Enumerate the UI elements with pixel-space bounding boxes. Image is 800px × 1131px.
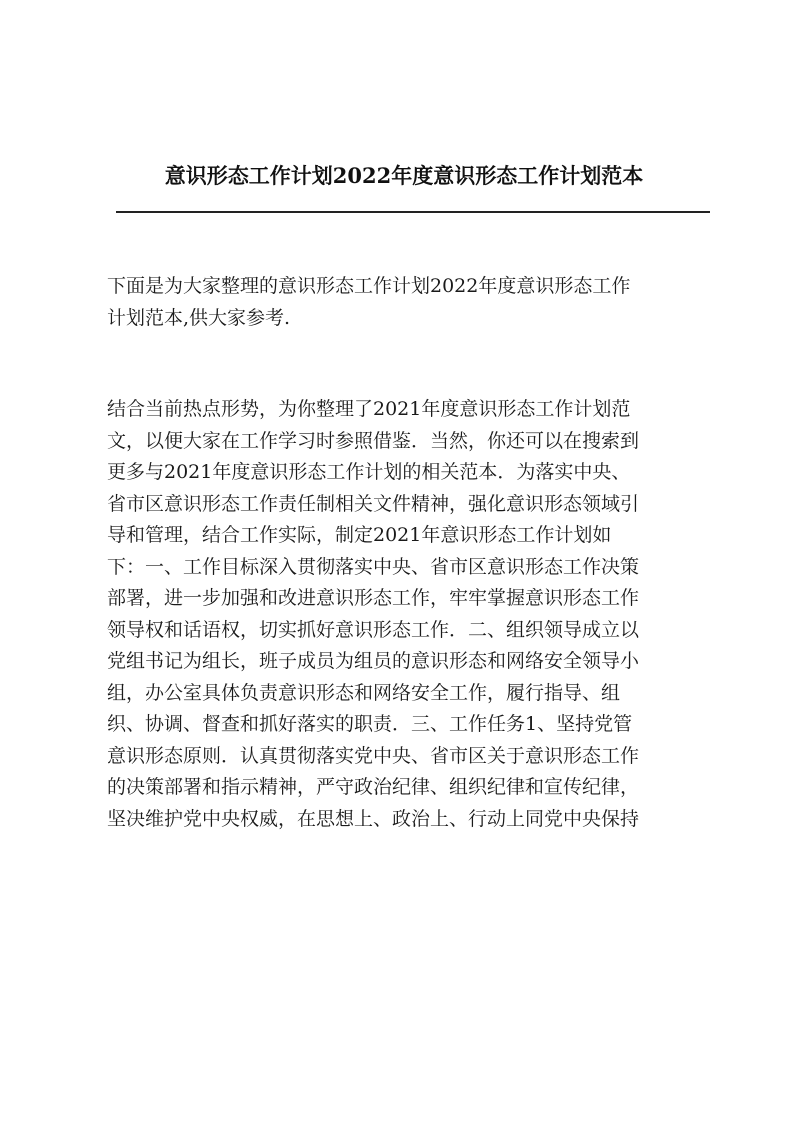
body-line: 文，以便大家在工作学习时参照借鉴．当然，你还可以在搜索到 <box>107 429 640 452</box>
body-line: 导和管理，结合工作实际，制定2021年意识形态工作计划如 <box>107 524 612 546</box>
body-line: 省市区意识形态工作责任制相关文件精神，强化意识形态领域引 <box>107 492 640 515</box>
body-line: 党组书记为组长，班子成员为组员的意识形态和网络安全领导小 <box>107 650 640 672</box>
intro-line: 计划范本,供大家参考. <box>107 306 291 329</box>
body-line: 的决策部署和指示精神，严守政治纪律、组织纪律和宣传纪律， <box>107 776 640 798</box>
body-line: 结合当前热点形势，为你整理了2021年度意识形态工作计划范 <box>107 398 631 420</box>
body-line: 部署，进一步加强和改进意识形态工作，牢牢掌握意识形态工作 <box>107 587 640 609</box>
body-line: 坚决维护党中央权威，在思想上、政治上、行动上同党中央保持 <box>107 807 640 830</box>
intro-line: 下面是为大家整理的意识形态工作计划2022年度意识形态工作 <box>107 275 631 297</box>
title-divider <box>116 211 710 213</box>
body-paragraph <box>107 394 717 835</box>
body-line: 领导权和话语权，切实抓好意识形态工作．二、组织领导成立以 <box>107 618 640 641</box>
body-line: 下：一、工作目标深入贯彻落实中央、省市区意识形态工作决策 <box>107 555 640 578</box>
body-line: 织、协调、督查和抓好落实的职责．三、工作任务1、坚持党管 <box>107 713 633 735</box>
body-line: 意识形态原则．认真贯彻落实党中央、省市区关于意识形态工作 <box>107 744 640 767</box>
body-line: 组，办公室具体负责意识形态和网络安全工作，履行指导、组 <box>107 681 621 704</box>
intro-paragraph <box>107 271 717 334</box>
body-line: 更多与2021年度意识形态工作计划的相关范本．为落实中央、 <box>107 461 631 483</box>
document-title: 意识形态工作计划2022年度意识形态工作计划范本 <box>164 163 644 188</box>
